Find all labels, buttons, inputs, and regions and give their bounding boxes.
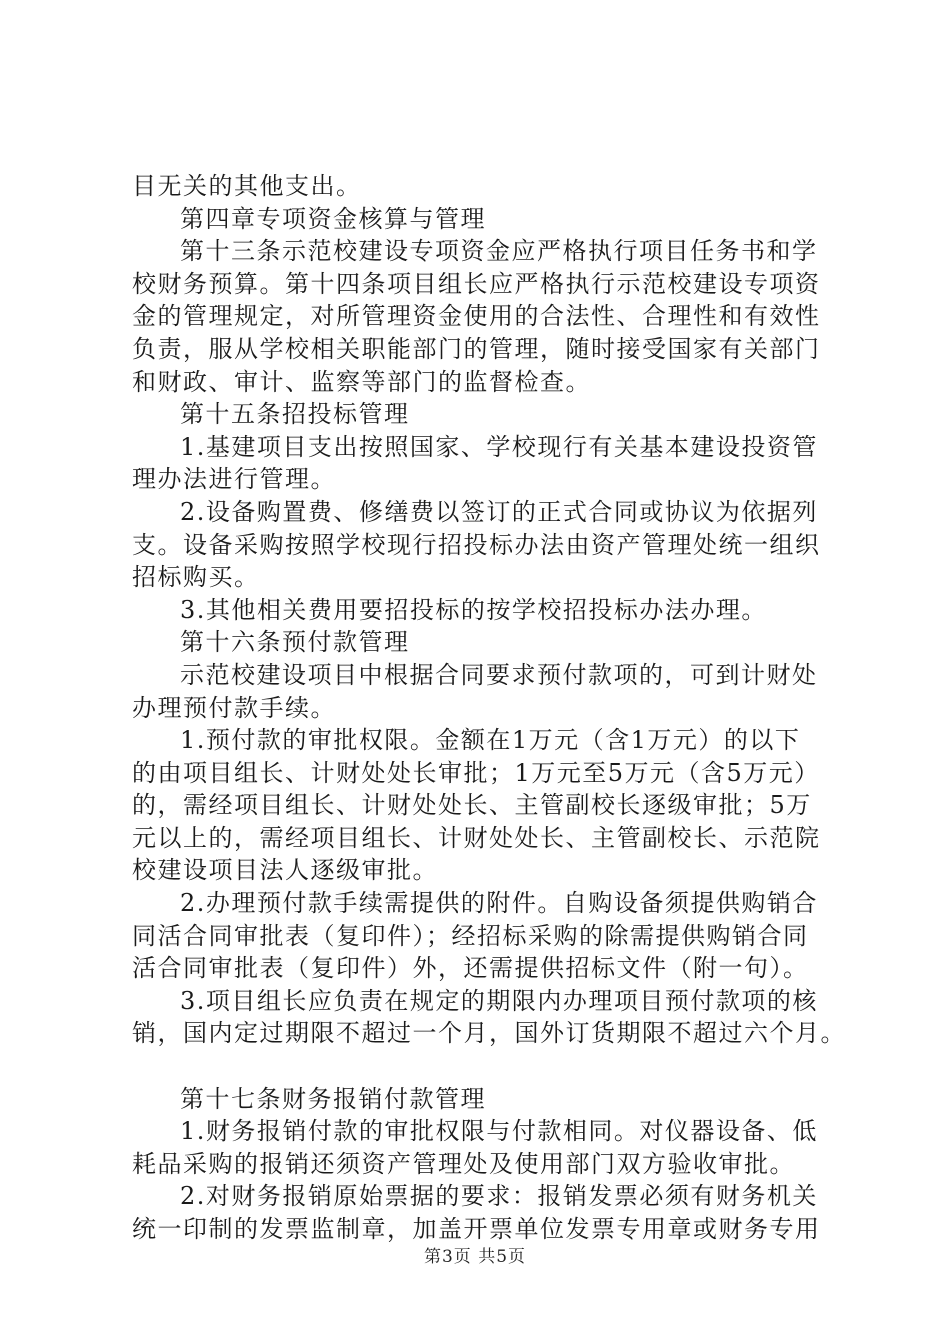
article-heading: 第十七条财务报销付款管理 xyxy=(180,1084,486,1113)
body-line: 支。设备采购按照学校现行招投标办法由资产管理处统一组织 xyxy=(132,530,821,559)
body-line: 1.财务报销付款的审批权限与付款相同。对仪器设备、低 xyxy=(180,1117,818,1146)
body-line: 第十三条示范校建设专项资金应严格执行项目任务书和学 xyxy=(180,237,818,266)
body-line: 和财政、审计、监察等部门的监督检查。 xyxy=(132,367,591,396)
body-line: 负责，服从学校相关职能部门的管理，随时接受国家有关部门 xyxy=(132,334,821,363)
body-line: 3.其他相关费用要招投标的按学校招投标办法办理。 xyxy=(180,595,767,624)
body-line: 元以上的，需经项目组长、计财处处长、主管副校长、示范院 xyxy=(132,823,821,852)
body-line: 1.基建项目支出按照国家、学校现行有关基本建设投资管 xyxy=(180,432,818,461)
document-body xyxy=(132,170,846,1246)
body-line: 招标购买。 xyxy=(132,563,260,592)
article-heading: 第十六条预付款管理 xyxy=(180,628,410,657)
body-line: 的由项目组长、计财处处长审批；1万元至5万元（含5万元） xyxy=(132,758,820,787)
body-line: 3.项目组长应负责在规定的期限内办理项目预付款项的核 xyxy=(180,986,818,1015)
body-line: 理办法进行管理。 xyxy=(132,465,336,494)
body-line: 活合同审批表（复印件）外，还需提供招标文件（附一句）。 xyxy=(132,954,809,983)
body-line: 示范校建设项目中根据合同要求预付款项的，可到计财处 xyxy=(180,660,818,689)
page-number-footer: 第3页 共5页 xyxy=(423,1247,527,1267)
body-line: 2.设备购置费、修缮费以签订的正式合同或协议为依据列 xyxy=(180,497,818,526)
body-line: 同活合同审批表（复印件）；经招标采购的除需提供购销合同 xyxy=(132,921,809,950)
body-line: 校建设项目法人逐级审批。 xyxy=(132,856,438,885)
body-line: 销，国内定过期限不超过一个月，国外订货期限不超过六个月。 xyxy=(132,1019,846,1048)
body-line: 的，需经项目组长、计财处处长、主管副校长逐级审批；5万 xyxy=(132,791,812,820)
body-line: 金的管理规定，对所管理资金使用的合法性、合理性和有效性 xyxy=(132,302,821,331)
body-line: 1.预付款的审批权限。金额在1万元（含1万元）的以下 xyxy=(180,726,801,755)
body-line: 目无关的其他支出。 xyxy=(132,172,362,200)
blank-line xyxy=(132,1050,832,1083)
body-line: 统一印制的发票监制章，加盖开票单位发票专用章或财务专用 xyxy=(132,1215,821,1243)
body-line: 校财务预算。第十四条项目组长应严格执行示范校建设专项资 xyxy=(132,269,821,298)
body-line: 办理预付款手续。 xyxy=(132,693,336,722)
body-line: 2.对财务报销原始票据的要求：报销发票必须有财务机关 xyxy=(180,1182,818,1211)
body-line: 2.办理预付款手续需提供的附件。自购设备须提供购销合 xyxy=(180,889,818,918)
body-line: 耗品采购的报销还须资产管理处及使用部门双方验收审批。 xyxy=(132,1149,795,1178)
chapter-heading: 第四章专项资金核算与管理 xyxy=(180,204,486,233)
article-heading: 第十五条招投标管理 xyxy=(180,400,410,429)
